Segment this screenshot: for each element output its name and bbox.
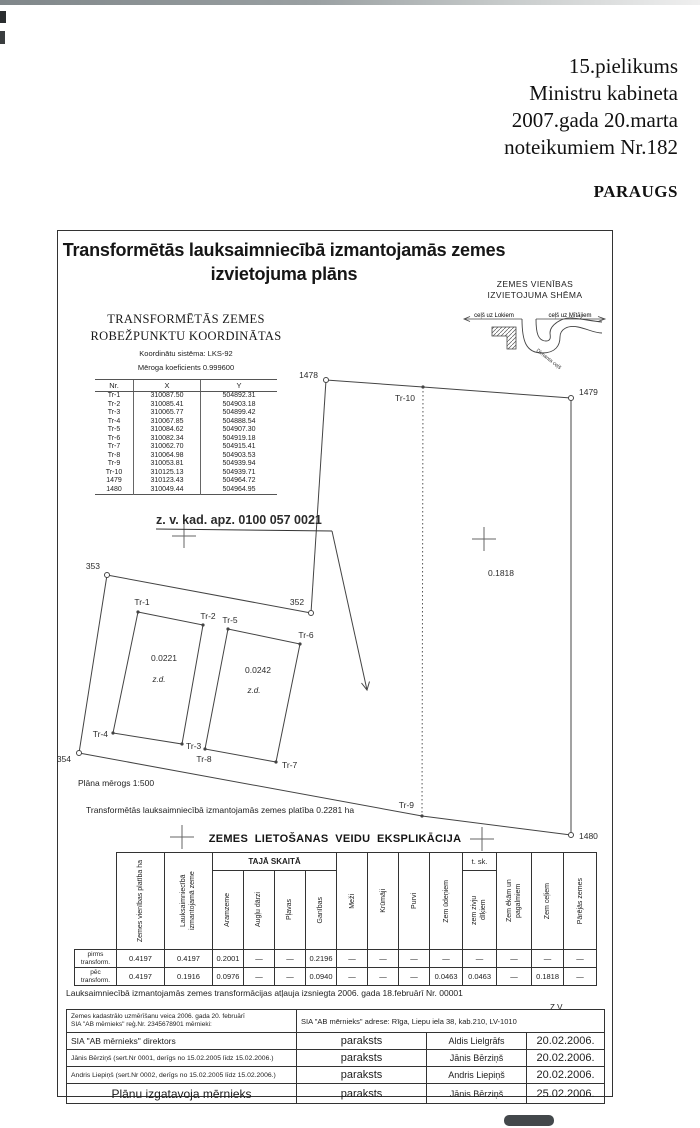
regulation-line: Ministru kabineta — [529, 81, 678, 105]
tr-point-markers — [111, 385, 424, 817]
boundary-left-edge — [79, 575, 107, 753]
point-marker-tr8 — [203, 747, 206, 750]
area-label-right-parcel: 0.0242 — [245, 665, 271, 675]
expl-cell: — — [368, 950, 399, 968]
expl-cell: 0.4197 — [117, 968, 165, 986]
col-header-lauksaimnieciba: Lauksaimniecībā izmantojamā zeme — [165, 853, 213, 950]
point-marker-tr1 — [136, 610, 139, 613]
signatory-name: Andris Liepiņš — [427, 1067, 527, 1084]
expl-cell: — — [532, 950, 564, 968]
expl-cell: — — [337, 950, 368, 968]
signatory-role: SIA "AB mērnieks" direktors — [67, 1033, 297, 1050]
point-label-1479: 1479 — [579, 387, 598, 397]
signature-placeholder: paraksts — [297, 1067, 427, 1084]
point-marker-tr10 — [421, 385, 424, 388]
expl-cell: 0.4197 — [165, 950, 213, 968]
point-label-tr9: Tr-9 — [398, 800, 414, 810]
coord-header-y: Y — [201, 380, 278, 392]
expl-cell: — — [275, 968, 306, 986]
coordinate-cell: Tr-7 — [107, 443, 121, 450]
regulation-line: noteikumiem Nr.182 — [504, 135, 678, 159]
road-label-left: ceļš uz Lokiem — [474, 313, 514, 319]
scan-artifact-mark — [0, 11, 6, 23]
signatures-info-row — [67, 1010, 605, 1033]
point-label-tr10: Tr-10 — [395, 393, 415, 403]
col-header-zem-celiem: Zem ceļiem — [532, 853, 564, 950]
signature-row — [67, 1033, 605, 1050]
cadastre-number-label: z. v. kad. apz. 0100 057 0021 — [156, 513, 322, 527]
point-marker-353 — [105, 573, 110, 578]
road-label-diagonal: Dimanta ceļš — [534, 347, 563, 372]
coordinate-cell: 310084.62 — [134, 426, 201, 435]
col-header-ganibas: Ganības — [306, 871, 337, 950]
point-label-tr3: Tr-3 — [186, 741, 202, 751]
explication-row-after — [75, 968, 597, 986]
point-label-tr4: Tr-4 — [92, 729, 108, 739]
coordinate-cell: Tr-9 — [107, 460, 121, 467]
location-schema-title-line2: IZVIETOJUMA SHĒMA — [487, 290, 583, 300]
col-header-aramzeme: Aramzeme — [213, 871, 244, 950]
signature-row — [67, 1050, 605, 1067]
zd-label-right: z.d. — [247, 686, 261, 695]
expl-cell: — — [244, 950, 275, 968]
coordinates-title-line1: TRANSFORMĒTĀS ZEMES — [107, 312, 265, 326]
signature-date: 20.02.2006. — [527, 1033, 605, 1050]
plan-title-line1: Transformētās lauksaimniecībā izmantojamās zemes — [62, 240, 506, 260]
transformation-permit-note: Lauksaimniecībā izmantojamās zemes transformācijas atļauja izsniegta 2006. gada 18.februārī Nr. 00001 — [66, 988, 463, 998]
point-marker-tr4 — [111, 731, 114, 734]
scan-artifact-top-bar — [0, 0, 700, 5]
plan-title-line2: izvietojuma plāns — [210, 264, 358, 284]
coordinate-cell: Tr-10 — [105, 468, 123, 476]
expl-cell: 0.2196 — [306, 950, 337, 968]
point-marker-tr6 — [298, 642, 301, 645]
expl-cell: — — [430, 950, 463, 968]
point-label-tr7: Tr-7 — [282, 760, 298, 770]
coordinate-cell: 504919.18 — [201, 435, 278, 444]
expl-cell: — — [368, 968, 399, 986]
coordinate-cell: 1480 — [106, 485, 122, 493]
grid-crosses — [170, 524, 496, 851]
coordinate-cell: 504964.95 — [201, 486, 278, 495]
coordinate-cell: Tr-2 — [107, 400, 121, 408]
cadastre-label-underline — [156, 529, 332, 531]
expl-cell: — — [399, 950, 430, 968]
col-header-auglu-darzi: Augļu dārzi — [244, 871, 275, 950]
point-marker-tr2 — [201, 623, 204, 626]
expl-cell: — — [564, 950, 597, 968]
coordinate-cell: 504915.41 — [201, 443, 278, 452]
coordinate-cell: 504892.31 — [201, 392, 278, 401]
expl-cell: — — [497, 950, 532, 968]
explication-blank-corner — [75, 853, 117, 950]
coord-header-x: X — [134, 380, 201, 392]
group-header-t-sk: t. sk. — [463, 853, 497, 871]
row-label-pec-transform: pēc transform. — [75, 968, 117, 986]
coordinate-cell: 504903.18 — [201, 401, 278, 410]
expl-cell: — — [244, 968, 275, 986]
plan-scale-note: Plāna mērogs 1:500 — [78, 778, 155, 788]
cadastre-callout — [156, 513, 370, 690]
signatory-name: Jānis Bērziņš — [427, 1050, 527, 1067]
expl-cell: 0.4197 — [117, 950, 165, 968]
point-marker-tr5 — [226, 627, 229, 630]
point-marker-352 — [309, 611, 314, 616]
col-header-zem-ekam: Zem ēkām un pagalmiem — [497, 853, 532, 950]
coordinate-cell: 504903.53 — [201, 452, 278, 461]
col-header-parejas-zemes: Pārējās zemes — [564, 853, 597, 950]
expl-cell: — — [275, 950, 306, 968]
coordinate-cell: 310082.34 — [134, 435, 201, 444]
col-header-purvi: Purvi — [399, 853, 430, 950]
boundary-353-352 — [107, 575, 311, 613]
col-header-zemes-vienibas: Zemes vienības platība ha — [117, 853, 165, 950]
coord-header-nr: Nr. — [95, 380, 134, 392]
parcel-right-outline — [205, 629, 300, 762]
explication-row-before — [75, 950, 597, 968]
row-label-pirms-transform: pirms transform. — [75, 950, 117, 968]
coordinate-cell: 310062.70 — [134, 443, 201, 452]
point-label-tr2: Tr-2 — [200, 611, 216, 621]
point-label-tr6: Tr-6 — [298, 630, 314, 640]
coordinate-cell: Tr-6 — [107, 434, 121, 442]
coordinate-cell: Tr-3 — [107, 409, 121, 416]
signature-date: 20.02.2006. — [527, 1050, 605, 1067]
expl-cell: 0.0463 — [463, 968, 497, 986]
expl-cell: 0.1818 — [532, 968, 564, 986]
point-label-354: 354 — [56, 754, 71, 764]
point-label-1478: 1478 — [299, 370, 318, 380]
point-label-tr8: Tr-8 — [196, 754, 212, 764]
point-label-353: 353 — [85, 561, 100, 571]
expl-cell: — — [337, 968, 368, 986]
point-marker-tr3 — [180, 742, 183, 745]
signature-date: 20.02.2006. — [527, 1067, 605, 1084]
col-header-krumaji: Krūmāji — [368, 853, 399, 950]
coordinate-cell: 310087.50 — [134, 392, 201, 401]
expl-cell: 0.0463 — [430, 968, 463, 986]
expl-cell: — — [463, 950, 497, 968]
expl-cell: 0.0976 — [213, 968, 244, 986]
coordinate-cell: Tr-4 — [107, 417, 121, 425]
signatory-role: Jānis Bērziņš (sert.Nr 0001, derīgs no 15.02.2005 līdz 15.02.2006.) — [67, 1050, 297, 1067]
grid-cross — [172, 524, 196, 548]
boundary-top-edge — [326, 380, 571, 398]
point-label-1480: 1480 — [579, 831, 598, 841]
point-marker-1478 — [324, 378, 329, 383]
boundary-point-markers — [77, 378, 574, 838]
coordinates-title-line2: ROBEŽPUNKTU KOORDINĀTAS — [90, 329, 282, 343]
coordinate-cell: 504907.30 — [201, 426, 278, 435]
area-labels — [151, 568, 514, 695]
point-marker-tr7 — [274, 760, 277, 763]
point-marker-354 — [77, 751, 82, 756]
transformed-parcels — [113, 612, 300, 762]
scan-artifact-mark — [0, 31, 5, 44]
signature-placeholder: paraksts — [297, 1033, 427, 1050]
coordinate-cell: Tr-5 — [107, 426, 121, 433]
location-schema-title-line1: ZEMES VIENĪBAS — [496, 279, 574, 289]
coordinate-cell: 310085.41 — [134, 401, 201, 410]
coordinate-system-note: Koordinātu sistēma: LKS-92 — [139, 349, 233, 358]
signature-date: 25.02.2006. — [527, 1084, 605, 1104]
explication-group-header-row — [75, 853, 597, 871]
col-header-zem-zivju-dikiem: zem zivju dīķiem — [463, 871, 497, 950]
coordinate-cell: 310053.81 — [134, 460, 201, 469]
seal-place-mark: Z.V. — [550, 1003, 564, 1012]
coordinate-cell: 1479 — [106, 477, 122, 484]
signatory-role: Plānu izgatavoja mērnieks — [67, 1084, 297, 1104]
area-label-left-parcel: 0.0221 — [151, 653, 177, 663]
signature-row — [67, 1084, 605, 1104]
road-label-right: ceļš uz Mītājiem — [548, 313, 592, 319]
regulation-reference — [504, 53, 678, 205]
signature-placeholder: paraksts — [297, 1050, 427, 1067]
boundary-bottom-edge — [79, 753, 571, 835]
transformed-area-note: Transformētās lauksaimniecībā izmantojamās zemes platība 0.2281 ha — [86, 805, 355, 815]
signatures-table — [66, 1009, 605, 1104]
expl-cell: — — [564, 968, 597, 986]
coordinate-cell: 310064.98 — [134, 452, 201, 461]
point-label-tr5: Tr-5 — [222, 615, 238, 625]
point-marker-tr9 — [420, 814, 423, 817]
cadastre-leader-line — [332, 531, 367, 690]
expl-cell: 0.2001 — [213, 950, 244, 968]
group-header-taja-skaita: TAJĀ SKAITĀ — [213, 853, 337, 871]
expl-cell: 0.0940 — [306, 968, 337, 986]
land-unit-boundary — [79, 380, 571, 835]
point-marker-1479 — [569, 396, 574, 401]
signatory-name: Jānis Bērziņš — [427, 1084, 527, 1104]
coordinate-cell: 310049.44 — [134, 486, 201, 495]
coordinate-cell: 310067.85 — [134, 418, 201, 427]
explication-table — [74, 852, 597, 986]
company-address-cell: SIA "AB mērnieks" adrese: Rīga, Liepu iela 38, kab.210, LV-1010 — [297, 1010, 605, 1033]
coordinate-cell: Tr-8 — [107, 451, 121, 459]
signatory-role: Andris Liepiņš (sert.Nr 0002, derīgs no 15.02.2005 līdz 15.02.2006.) — [67, 1067, 297, 1084]
coordinate-cell: 310125.13 — [134, 469, 201, 478]
point-label-tr1: Tr-1 — [134, 597, 150, 607]
plan-sheet-frame — [56, 230, 613, 1101]
coordinate-cell: 310123.43 — [134, 477, 201, 486]
regulation-line: 15.pielikums — [568, 54, 678, 78]
expl-cell: — — [497, 968, 532, 986]
explication-title: ZEMES LIETOŠANAS VEIDU EKSPLIKĀCIJA — [208, 833, 462, 845]
col-header-mezi: Meži — [337, 853, 368, 950]
coordinate-cell: 504888.54 — [201, 418, 278, 427]
surveyor-info-cell: Zemes kadastrālo uzmērīšanu veica 2006. gada 20. februārī SIA "AB mērnieks" reģ.Nr. 2345678901 mērnieki: — [67, 1010, 297, 1033]
scale-coefficient-note: Mēroga koeficients 0.999600 — [137, 363, 235, 372]
col-header-zem-udeniem: Zem ūdeņiem — [430, 853, 463, 950]
sample-mark: PARAUGS — [593, 182, 678, 201]
regulation-line: 2007.gada 20.marta — [511, 108, 678, 132]
point-labels — [57, 370, 598, 841]
signature-row — [67, 1067, 605, 1084]
boundary-352-1478 — [311, 380, 326, 613]
signatory-name: Aldis Lielgrāfs — [427, 1033, 527, 1050]
zd-label-left: z.d. — [152, 675, 166, 684]
coordinate-cell: 310065.77 — [134, 409, 201, 418]
coordinate-cell: 504899.42 — [201, 409, 278, 418]
scan-artifact-smudge — [504, 1115, 554, 1126]
division-dotted-line — [422, 387, 423, 816]
col-header-plavas: Pļavas — [275, 871, 306, 950]
signature-placeholder: paraksts — [297, 1084, 427, 1104]
point-label-352: 352 — [289, 597, 305, 607]
coordinate-cell: 504939.94 — [201, 460, 278, 469]
grid-cross — [472, 527, 496, 551]
coordinate-cell: 504939.71 — [201, 469, 278, 478]
coordinate-cell: Tr-1 — [107, 392, 121, 399]
expl-cell: 0.1916 — [165, 968, 213, 986]
area-label-road: 0.1818 — [488, 568, 514, 578]
expl-cell: — — [399, 968, 430, 986]
coordinate-cell: 504964.72 — [201, 477, 278, 486]
